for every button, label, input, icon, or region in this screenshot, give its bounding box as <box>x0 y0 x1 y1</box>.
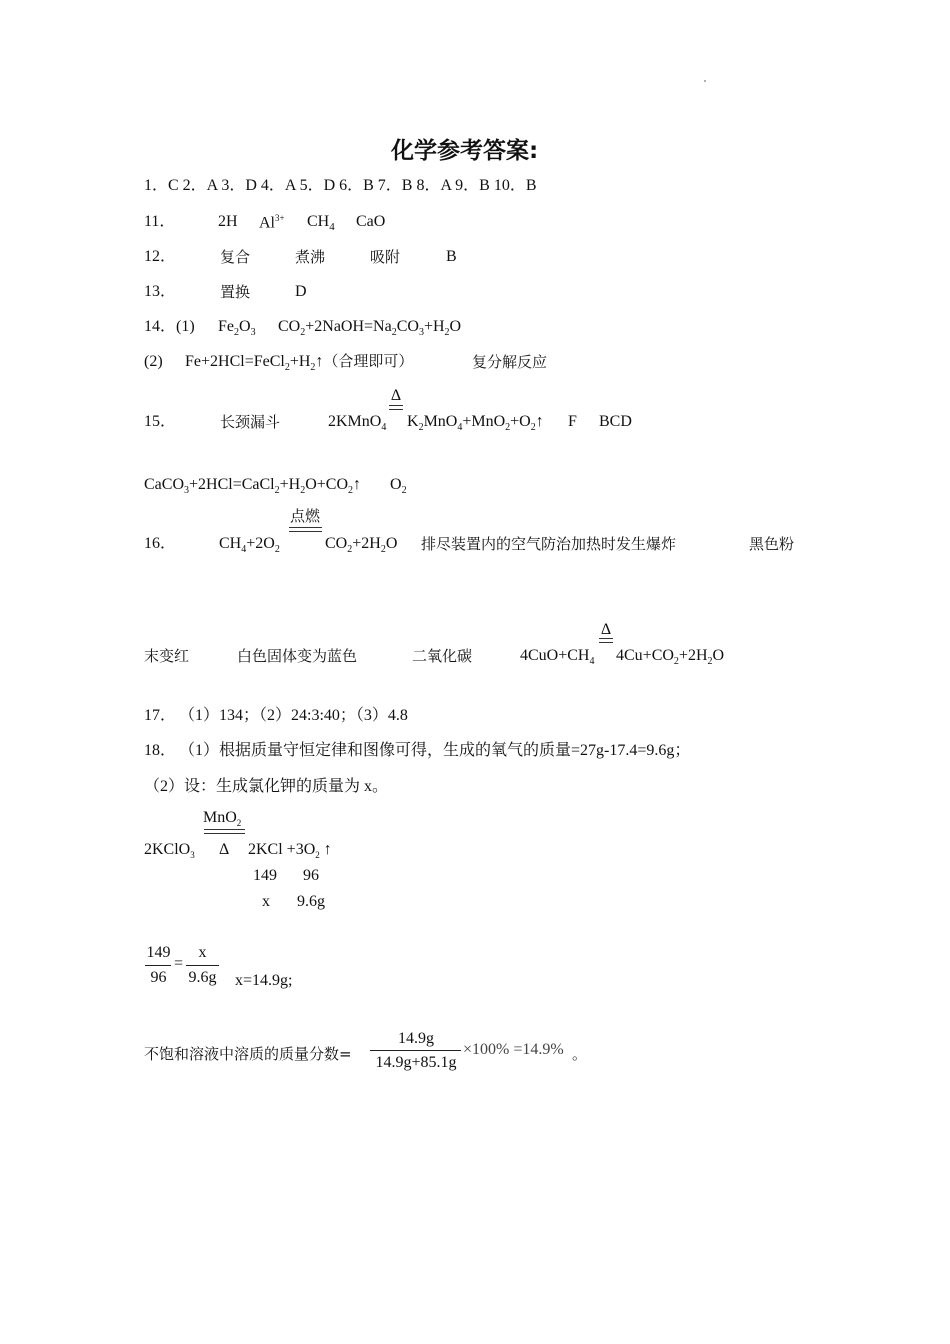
q16-lhs: $CH_4+2O_2$ <box>219 535 280 556</box>
q18-equals-sign <box>204 829 245 834</box>
q11-a: 2H <box>218 213 238 230</box>
q18-result: x=14.9g; <box>235 972 293 989</box>
q15-bcd: BCD <box>599 413 632 430</box>
q14-number: 14．(1) <box>144 318 195 335</box>
q15-rhs: $K_2MnO_4+MnO_2+O_2↑$ <box>407 413 544 434</box>
corner-mark <box>704 80 706 82</box>
concentration-numerator: 14.9g <box>398 1030 434 1047</box>
q12-number: 12． <box>144 248 177 265</box>
q16-number: 16． <box>144 535 177 552</box>
q15-equals-sign <box>389 405 403 410</box>
fraction-numerator: 149 <box>146 944 171 961</box>
end-punctuation: 。 <box>572 1045 588 1063</box>
q13-number: 13． <box>144 283 177 300</box>
q14-reaction-type: 复分解反应 <box>472 353 548 371</box>
q17-text: （1）134；（2）24:3:40；（3）4.8 <box>179 707 408 724</box>
q14-formula: $Fe_2O_3$ <box>218 318 256 339</box>
fraction-numerator: x <box>198 944 207 961</box>
mc-answers: 1．C 2．A 3．D 4．A 5．D 6．B 7．B 8．A 9．B 10．B <box>144 177 537 194</box>
fraction-bar <box>145 965 171 966</box>
q12-item: 吸附 <box>370 248 401 266</box>
equals-sign: = <box>174 955 184 972</box>
q15-apparatus: 长颈漏斗 <box>220 413 281 431</box>
q13-item: 置换 <box>220 283 251 301</box>
q11-d: CaO <box>356 213 386 230</box>
q16-rhs2: $4Cu+CO_2+2H_2O$ <box>616 647 725 668</box>
q18-catalyst: MnO$_2$ <box>203 809 242 829</box>
q17-number: 17． <box>144 707 177 724</box>
q12-item: 复合 <box>220 248 251 266</box>
q11-c: $CH_4$ <box>307 213 335 234</box>
q15-heat-condition: Δ <box>390 387 402 404</box>
fraction-bar <box>370 1050 461 1051</box>
q16-reason: 排尽装置内的空气防治加热时发生爆炸 <box>421 535 677 553</box>
q11-b: $Al^{3+}$ <box>259 213 285 232</box>
q12-item: B <box>446 248 457 265</box>
q16-heat-condition: Δ <box>600 621 612 638</box>
fraction-bar <box>186 965 219 966</box>
q18-var1: x <box>262 893 270 910</box>
concentration-denominator: 14.9g+85.1g <box>375 1054 457 1071</box>
q15-lhs: 2KMnO$_4$ <box>328 413 387 434</box>
q16-observation-start: 黑色粉 <box>749 535 795 553</box>
q16-gas: 二氧化碳 <box>412 647 473 665</box>
q18-concentration-label: 不饱和溶液中溶质的质量分数= <box>144 1045 352 1063</box>
q15-gas: $O_2$ <box>390 476 407 497</box>
q18-part2: （2）设：生成氯化钾的质量为 x。 <box>144 778 389 795</box>
q16-equals-sign <box>289 527 322 532</box>
q18-var2: 9.6g <box>297 893 325 910</box>
q16-rhs: $CO_2+2H_2O$ <box>325 535 398 556</box>
q16-equals-sign2 <box>599 638 613 643</box>
q16-condition: 点燃 <box>289 507 320 525</box>
q16-observation2: 白色固体变为蓝色 <box>237 647 358 665</box>
fraction-denominator: 9.6g <box>188 969 217 986</box>
q14-part2-number: (2) <box>144 353 163 370</box>
q15-f: F <box>568 413 577 430</box>
q14-equation: $CO_2+2NaOH=Na_2CO_3+H_2O$ <box>278 318 462 339</box>
concentration-result: ×100% =14.9% <box>463 1041 564 1058</box>
q11-number: 11． <box>144 213 176 230</box>
q18-rhs: $2KCl +3O_2$ ↑ <box>248 841 332 861</box>
q15-equation2: $CaCO_3+2HCl=CaCl_2+H_2O+CO_2↑$ <box>144 476 361 497</box>
q16-lhs2: $4CuO+CH_4$ <box>520 647 595 668</box>
q18-mass1: 149 <box>253 867 277 884</box>
q12-item: 煮沸 <box>295 248 326 266</box>
q18-heat: Δ <box>219 841 230 858</box>
page-title: 化学参考答案: <box>391 138 539 164</box>
q16-observation-end: 末变红 <box>144 647 190 665</box>
fraction-denominator: 96 <box>150 969 167 986</box>
q18-mass2: 96 <box>303 867 319 884</box>
q15-number: 15． <box>144 413 177 430</box>
q14-equation2: $Fe+2HCl=FeCl_2+H_2↑$（合理即可） <box>185 352 414 374</box>
q18-part1: （1）根据质量守恒定律和图像可得，生成的氧气的质量=27g-17.4=9.6g； <box>179 742 691 759</box>
q18-number: 18． <box>144 742 177 759</box>
q13-item: D <box>295 283 307 300</box>
q18-lhs: 2KClO$_3$ <box>144 841 195 861</box>
